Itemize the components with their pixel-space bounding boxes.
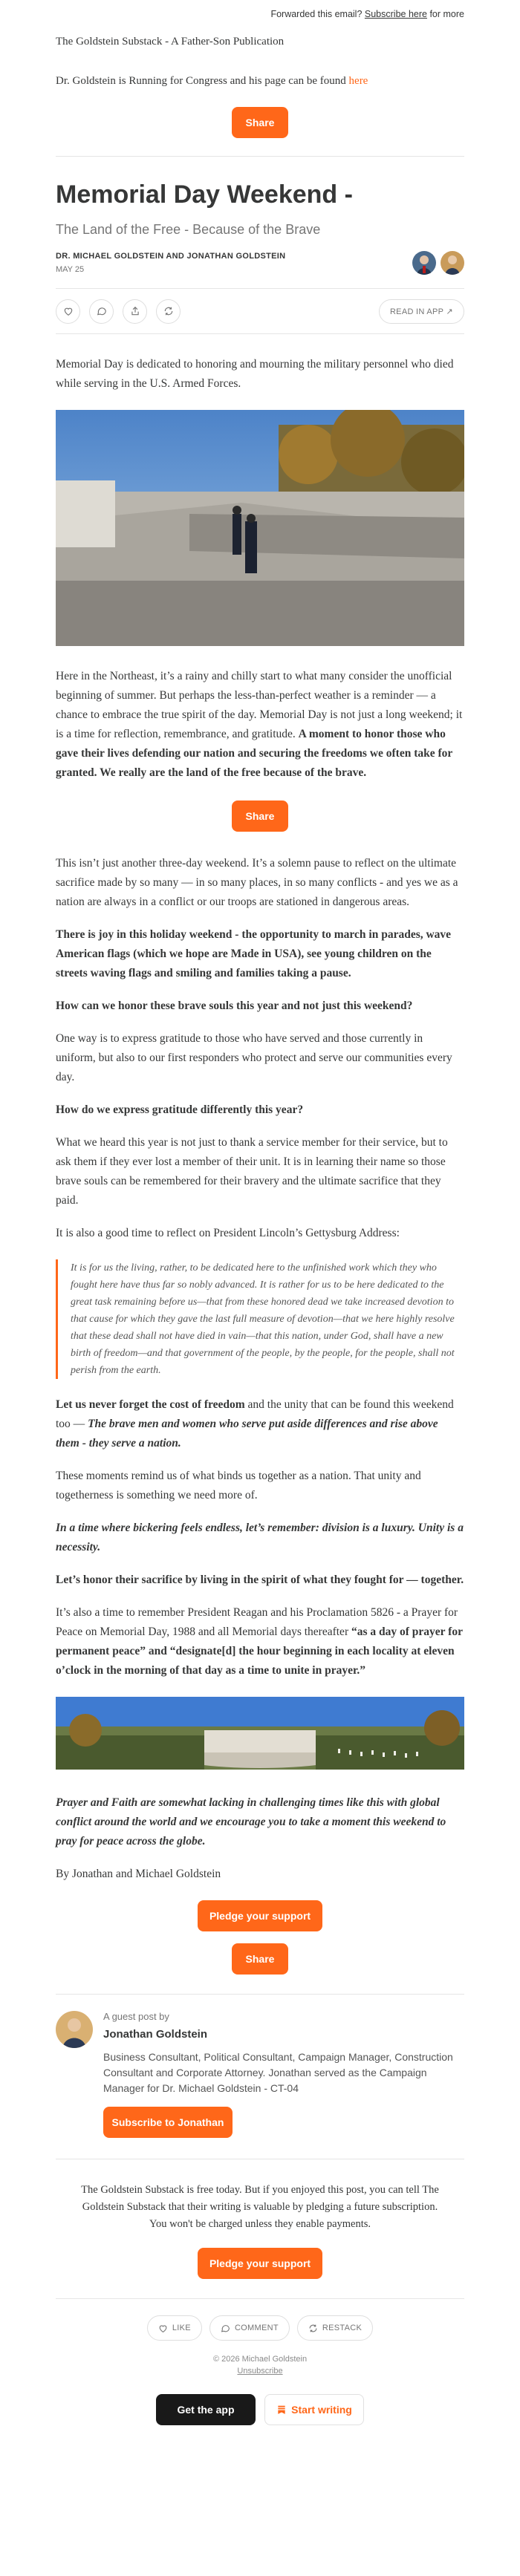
pledge-button[interactable]: Pledge your support — [198, 1900, 322, 1931]
subscribe-link[interactable]: Subscribe here — [364, 9, 427, 19]
arlington-panorama-image — [56, 1697, 464, 1770]
read-in-app-button[interactable]: READ IN APP ↗ — [379, 299, 464, 324]
footer-actions — [56, 2315, 464, 2341]
divider — [56, 156, 464, 157]
promo-link[interactable]: here — [348, 75, 368, 87]
divider — [56, 2298, 464, 2299]
get-the-app-button[interactable]: Get the app — [156, 2394, 256, 2425]
post-date: MAY 25 — [56, 265, 85, 274]
copyright: © 2026 Michael Goldstein — [212, 2355, 308, 2364]
restack-icon — [308, 2324, 318, 2333]
start-writing-button[interactable] — [264, 2394, 364, 2425]
paragraph — [56, 667, 464, 783]
app-cta-row — [56, 2394, 464, 2425]
publication-name[interactable]: The Goldstein Substack - A Father-Son Publication — [56, 36, 285, 48]
forwarded-notice — [0, 0, 520, 22]
forwarded-text: Forwarded this email? — [270, 9, 363, 19]
paragraph: There is joy in this holiday weekend - the opportunity to march in parades, wave American flags (which we hope are Made in USA), see young children on the streets waving flags and smiling and families taking a pause. — [56, 928, 452, 979]
guest-avatar[interactable] — [56, 2011, 93, 2048]
post-actions-bar — [56, 288, 464, 334]
post-title[interactable]: Memorial Day Weekend - — [56, 180, 353, 209]
like-button[interactable] — [147, 2315, 202, 2341]
paragraph — [56, 1395, 464, 1453]
unsubscribe-link[interactable]: Unsubscribe — [237, 2367, 283, 2376]
restack-icon[interactable] — [156, 299, 181, 324]
paragraph: Memorial Day is dedicated to honoring and mourning the military personnel who died while serving in the U.S. Armed Forces. — [56, 358, 454, 390]
paragraph-text: It’s also a time to remember President Reagan and his Proclamation 5826 - a Prayer for Peace on Memorial Day, 1988 and all Memorial days thereafter — [56, 1606, 458, 1638]
paragraph-text: and the unity that can be found this weekend too — — [56, 1398, 454, 1430]
paragraph-text: Here in the Northeast, it’s a rainy and chilly start to what many consider the unofficial beginning of summer. But perhaps the less-than-perfect weather is a reminder — a chance to embrace the true spirit of the day. Memorial Day is not just a long weekend; it is a time for reflection, remembrance, and gratitude. — [56, 670, 463, 740]
avatar-jonathan[interactable] — [441, 251, 464, 275]
comment-icon — [221, 2324, 230, 2333]
paragraph: What we heard this year is not just to thank a service member for their service, but to ask them if they ever lost a member of their unit. It is in learning their name so those brave souls can be remembered for their bravery and the ultimate sacrifice that they paid. — [56, 1136, 448, 1207]
paragraph: Prayer and Faith are somewhat lacking in challenging times like this with global conflict around the world and we encourage you to take a moment this weekend to pray for peace across the globe. — [56, 1796, 446, 1848]
like-label: LIKE — [172, 2324, 191, 2332]
substack-logo-icon — [276, 2404, 287, 2415]
post-authors[interactable]: DR. MICHAEL GOLDSTEIN AND JONATHAN GOLDSTEIN — [56, 252, 286, 261]
restack-label: RESTACK — [322, 2324, 363, 2332]
share-button-bottom[interactable]: Share — [232, 1943, 288, 1975]
paragraph: One way is to express gratitude to those who have served and those currently in uniform, but also to our first responders who protect and serve our communities every day. — [56, 1032, 452, 1083]
paragraph: How do we express gratitude differently this year? — [56, 1103, 304, 1116]
comment-label: COMMENT — [234, 2324, 279, 2332]
paragraph-bold: A moment to honor those who gave their lives defending our nation and securing the freedoms we often take for granted. We really are the land of the free because of the brave. — [56, 728, 453, 779]
comment-icon[interactable] — [89, 299, 114, 324]
paragraph: This isn’t just another three-day weekend. It’s a solemn pause to reflect on the ultimate sacrifice made by so many — in so many places, in so many conflicts - and yes we as a nation are always in a conflict or our troops are stationed in dangerous areas. — [56, 857, 458, 908]
post-body — [56, 355, 464, 1975]
guest-post-card — [56, 2011, 464, 2138]
subscribe-to-jonathan-button[interactable]: Subscribe to Jonathan — [103, 2107, 233, 2138]
paragraph: How can we honor these brave souls this year and not just this weekend? — [56, 1000, 413, 1012]
post-subtitle: The Land of the Free - Because of the Brave — [56, 222, 321, 237]
paragraph-bold: Let us never forget the cost of freedom — [56, 1398, 245, 1411]
guest-bio: Business Consultant, Political Consultant, Campaign Manager, Construction Consultant and Corporate Attorney. Jonathan served as the Campaign Manager for Dr. Michael Goldstein - CT-04 — [103, 2051, 453, 2094]
paragraph: By Jonathan and Michael Goldstein — [56, 1868, 221, 1880]
free-notice: The Goldstein Substack is free today. But if you enjoyed this post, you can tell The Goldstein Substack that their writing is valuable by pledging a future subscription. You won't be charged unless they enable payments. — [81, 2184, 439, 2230]
share-button-mid[interactable]: Share — [232, 800, 288, 832]
heart-icon — [158, 2324, 168, 2333]
comment-button[interactable] — [209, 2315, 290, 2341]
gettysburg-quote: It is for us the living, rather, to be dedicated here to the unfinished work which they who fought here have thus far so nobly advanced. It is rather for us to be here dedicated to the great task remaining before us—that from these honored dead we take increased devotion to that cause for which they gave the last full measure of devotion—that we here highly resolve that these dead shall not have died in vain—that this nation, under God, shall have a new birth of freedom—and that government of the people, by the people, for the people, shall not perish from the earth. — [56, 1259, 464, 1379]
read-in-app-label: READ IN APP — [389, 307, 444, 316]
paragraph: Let’s honor their sacrifice by living in the spirit of what they fought for — together. — [56, 1574, 464, 1586]
promo-text: Dr. Goldstein is Running for Congress and his page can be found — [56, 75, 346, 87]
paragraph: It is also a good time to reflect on President Lincoln’s Gettysburg Address: — [56, 1227, 400, 1239]
divider — [56, 1994, 464, 1995]
byline — [56, 251, 464, 275]
forwarded-suffix: for more — [429, 9, 464, 19]
start-writing-label: Start writing — [291, 2404, 352, 2416]
guest-name[interactable]: Jonathan Goldstein — [103, 2028, 208, 2041]
restack-button[interactable] — [297, 2315, 373, 2341]
paragraph: These moments remind us of what binds us together as a nation. That unity and togetherness is something we need more of. — [56, 1470, 421, 1501]
share-icon[interactable] — [123, 299, 147, 324]
paragraph-bold: “as a day of prayer for permanent peace” and “designate[d] the hour beginning in each locality at eleven o’clock in the morning of that day as a time to unite in prayer.” — [56, 1626, 463, 1677]
paragraph: In a time where bickering feels endless, let’s remember: division is a luxury. Unity is a necessity. — [56, 1522, 464, 1553]
paragraph — [56, 1603, 464, 1680]
share-button-top[interactable]: Share — [232, 107, 288, 138]
avatar-michael[interactable] — [412, 251, 436, 275]
guest-label: A guest post by — [103, 2011, 169, 2022]
heart-icon[interactable] — [56, 299, 80, 324]
paragraph-bold-italic: The brave men and women who serve put aside differences and rise above them - they serve a nation. — [56, 1418, 438, 1450]
pledge-button-footer[interactable]: Pledge your support — [198, 2248, 322, 2279]
tomb-unknown-soldier-image — [56, 410, 464, 646]
promo-line — [56, 75, 464, 88]
